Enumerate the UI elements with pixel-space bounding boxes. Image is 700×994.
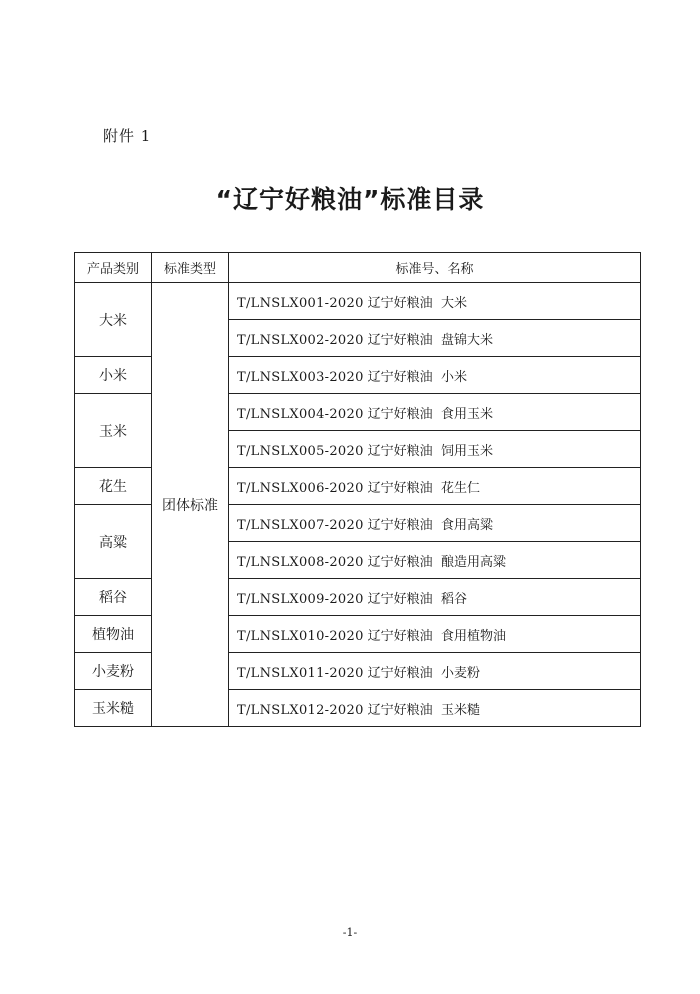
- standard-code: T/LNSLX010-2020: [237, 628, 364, 644]
- standard-product: 饲用玉米: [440, 443, 493, 459]
- standard-cell: [229, 283, 641, 320]
- standard-product: 稻谷: [440, 591, 467, 607]
- standard-product: 玉米糙: [440, 702, 480, 718]
- standard-cell: [229, 394, 641, 431]
- standard-name: 辽宁好粮油: [367, 406, 433, 422]
- standard-name: 辽宁好粮油: [367, 443, 433, 459]
- standard-cell: [229, 320, 641, 357]
- standard-cell: [229, 579, 641, 616]
- standard-product: 小麦粉: [440, 665, 480, 681]
- document-title: “辽宁好粮油”标准目录: [215, 185, 485, 214]
- category-cell: 大米: [75, 283, 152, 357]
- standard-name: 辽宁好粮油: [367, 665, 433, 681]
- standard-cell: [229, 357, 641, 394]
- standard-name: 辽宁好粮油: [367, 332, 433, 348]
- standard-product: 小米: [440, 369, 467, 385]
- standard-product: 食用玉米: [440, 406, 493, 422]
- standard-code: T/LNSLX002-2020: [237, 332, 364, 348]
- category-cell: 稻谷: [75, 579, 152, 616]
- standard-code: T/LNSLX009-2020: [237, 591, 364, 607]
- standard-cell: [229, 542, 641, 579]
- standard-cell: [229, 616, 641, 653]
- standard-name: 辽宁好粮油: [367, 554, 433, 570]
- standard-cell: [229, 690, 641, 727]
- standard-cell: [229, 431, 641, 468]
- standard-cell: [229, 505, 641, 542]
- standard-name: 辽宁好粮油: [367, 295, 433, 311]
- standard-code: T/LNSLX007-2020: [237, 517, 364, 533]
- standard-product: 食用植物油: [440, 628, 506, 644]
- standard-code: T/LNSLX001-2020: [237, 295, 364, 311]
- header-product-category: 产品类别: [75, 253, 152, 283]
- header-standard-number-name: 标准号、名称: [229, 253, 641, 283]
- attachment-label: 附件 1: [103, 127, 152, 145]
- category-cell: 玉米糙: [75, 690, 152, 727]
- standard-code: T/LNSLX003-2020: [237, 369, 364, 385]
- standard-type-cell: 团体标准: [152, 283, 229, 727]
- category-cell: 植物油: [75, 616, 152, 653]
- standard-name: 辽宁好粮油: [367, 517, 433, 533]
- standard-code: T/LNSLX005-2020: [237, 443, 364, 459]
- standards-catalog-table: [74, 252, 641, 727]
- standard-code: T/LNSLX011-2020: [237, 665, 364, 681]
- standard-cell: [229, 468, 641, 505]
- standard-code: T/LNSLX006-2020: [237, 480, 364, 496]
- standard-code: T/LNSLX012-2020: [237, 702, 364, 718]
- standard-name: 辽宁好粮油: [367, 702, 433, 718]
- standard-name: 辽宁好粮油: [367, 628, 433, 644]
- standard-product: 盘锦大米: [440, 332, 493, 348]
- standard-name: 辽宁好粮油: [367, 480, 433, 496]
- standard-code: T/LNSLX008-2020: [237, 554, 364, 570]
- standard-product: 酿造用高粱: [440, 554, 506, 570]
- standard-name: 辽宁好粮油: [367, 591, 433, 607]
- category-cell: 玉米: [75, 394, 152, 468]
- table-row: [75, 283, 641, 320]
- standard-code: T/LNSLX004-2020: [237, 406, 364, 422]
- standard-product: 大米: [440, 295, 467, 311]
- standard-name: 辽宁好粮油: [367, 369, 433, 385]
- standard-product: 花生仁: [440, 480, 480, 496]
- page-number: -1-: [342, 926, 358, 939]
- table-header-row: [75, 253, 641, 283]
- category-cell: 小米: [75, 357, 152, 394]
- standard-product: 食用高粱: [440, 517, 493, 533]
- category-cell: 花生: [75, 468, 152, 505]
- header-standard-type: 标准类型: [152, 253, 229, 283]
- category-cell: 小麦粉: [75, 653, 152, 690]
- category-cell: 高粱: [75, 505, 152, 579]
- standard-cell: [229, 653, 641, 690]
